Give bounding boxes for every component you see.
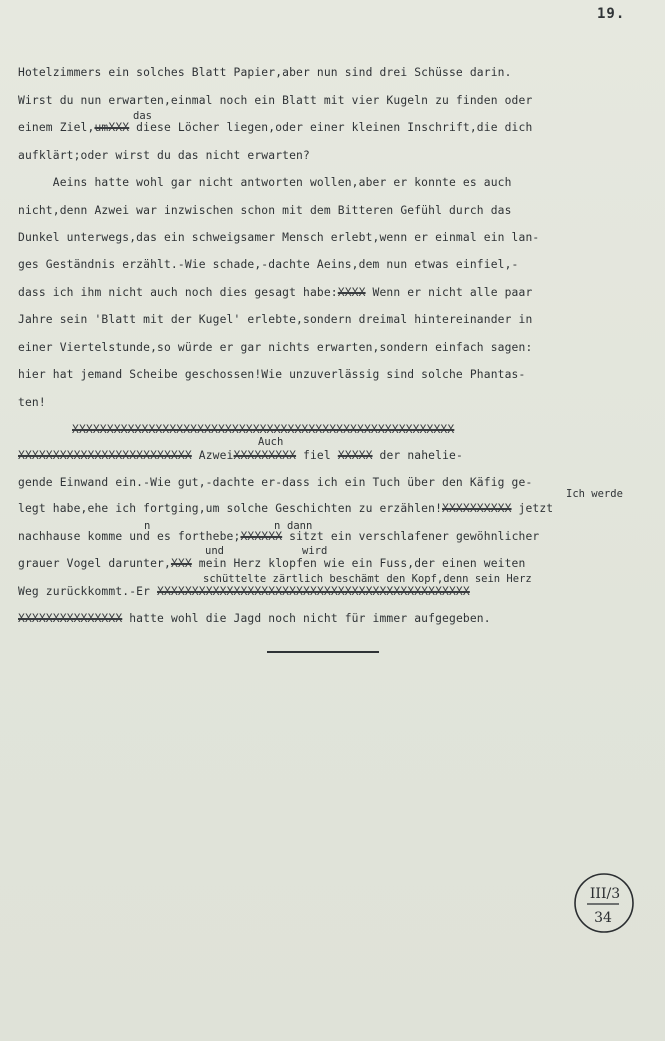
- insertion-wird: wird: [302, 545, 328, 557]
- body-line-11: einer Viertelstunde,so würde er gar nichts erwarten,sondern einfach sagen:: [18, 341, 533, 354]
- body-line-18: nachhause komme und es forthebe;XXXXXX sitzt ein verschlafener gewöhnlicher: [18, 530, 540, 543]
- struck-text: XXX: [170, 557, 192, 570]
- struck-text: XXXXX: [337, 449, 373, 462]
- body-line-7: Dunkel unterwegs,das ein schweigsamer Mensch erlebt,wenn er einmal ein lan-: [18, 231, 540, 244]
- body-line-9: dass ich ihm nicht auch noch dies gesagt habe:XXXX Wenn er nicht alle paar: [18, 286, 533, 299]
- body-line-17: legt habe,ehe ich fortging,um solche Geschichten zu erzählen!XXXXXXXXXX jetzt: [18, 502, 554, 515]
- body-line-14: [72, 423, 454, 437]
- insertion-n-1: n: [144, 520, 151, 532]
- body-line-16: gende Einwand ein.-Wie gut,-dachte er-dass ich ein Tuch über den Käfig ge-: [18, 476, 533, 489]
- body-line-6: nicht,denn Azwei war inzwischen schon mit dem Bitteren Gefühl durch das: [18, 204, 512, 217]
- insertion-und: und: [205, 545, 224, 557]
- stamp-line-1: III/3: [589, 886, 621, 902]
- stamp-line-2: 34: [594, 910, 612, 926]
- struck-text: umXXX: [94, 121, 130, 134]
- body-line-3: einem Ziel,umXXX diese Löcher liegen,oder einer kleinen Inschrift,die dich: [18, 121, 533, 134]
- struck-text: XXXXXXXXXXXXXXXXXXXXXXXXXXXXXXXXXXXXXXXXXXXXXXXXXXXXXXX: [72, 423, 455, 436]
- body-line-8: ges Geständnis erzählt.-Wie schade,-dachte Aeins,dem nun etwas einfiel,-: [18, 258, 519, 271]
- archive-stamp: [573, 870, 637, 934]
- insertion-das: das: [133, 110, 152, 122]
- struck-text: XXXXXX: [240, 530, 283, 543]
- struck-text: XXXX: [337, 286, 366, 299]
- struck-text: XXXXXXXXXXXXXXXXXXXXXXXXX: [18, 449, 192, 462]
- struck-text: XXXXXXXXXXXXXXXXXXXXXXXXXXXXXXXXXXXXXXXXXXXXX: [157, 585, 470, 598]
- struck-text: XXXXXXXXXXXXXXX: [18, 612, 123, 625]
- body-line-12: hier hat jemand Scheibe geschossen!Wie unzuverlässig sind solche Phantas-: [18, 368, 526, 381]
- body-line-2: Wirst du nun erwarten,einmal noch ein Blatt mit vier Kugeln zu finden oder: [18, 94, 533, 107]
- body-line-19: grauer Vogel darunter,XXX mein Herz klopfen wie ein Fuss,der einen weiten: [18, 557, 526, 570]
- body-line-13: ten!: [18, 396, 46, 409]
- body-line-20: Weg zurückkommt.-Er XXXXXXXXXXXXXXXXXXXXXXXXXXXXXXXXXXXXXXXXXXXXX: [18, 585, 470, 598]
- closing-rule: [267, 651, 379, 653]
- struck-text: XXXXXXXXX: [233, 449, 297, 462]
- body-line-1: Hotelzimmers ein solches Blatt Papier,aber nun sind drei Schüsse darin.: [18, 66, 512, 79]
- insertion-dann: dann: [287, 520, 313, 532]
- body-line-4: aufklärt;oder wirst du das nicht erwarten?: [18, 149, 310, 162]
- body-line-5: Aeins hatte wohl gar nicht antworten wollen,aber er konnte es auch: [18, 176, 512, 189]
- body-line-15: XXXXXXXXXXXXXXXXXXXXXXXXX AzweiXXXXXXXXX fiel XXXXX der nahelie-: [18, 449, 463, 462]
- insertion-n-2: n: [274, 520, 281, 532]
- struck-text: XXXXXXXXXX: [442, 502, 512, 515]
- insertion-auch: Auch: [258, 436, 284, 448]
- page-number: 19.: [597, 6, 626, 22]
- body-line-10: Jahre sein 'Blatt mit der Kugel' erlebte,sondern dreimal hintereinander in: [18, 313, 533, 326]
- body-line-21: XXXXXXXXXXXXXXX hatte wohl die Jagd noch nicht für immer aufgegeben.: [18, 612, 491, 625]
- insertion-schuettelte: schüttelte zärtlich beschämt den Kopf,denn sein Herz: [203, 573, 532, 585]
- insertion-ich-werde: Ich werde: [566, 488, 623, 500]
